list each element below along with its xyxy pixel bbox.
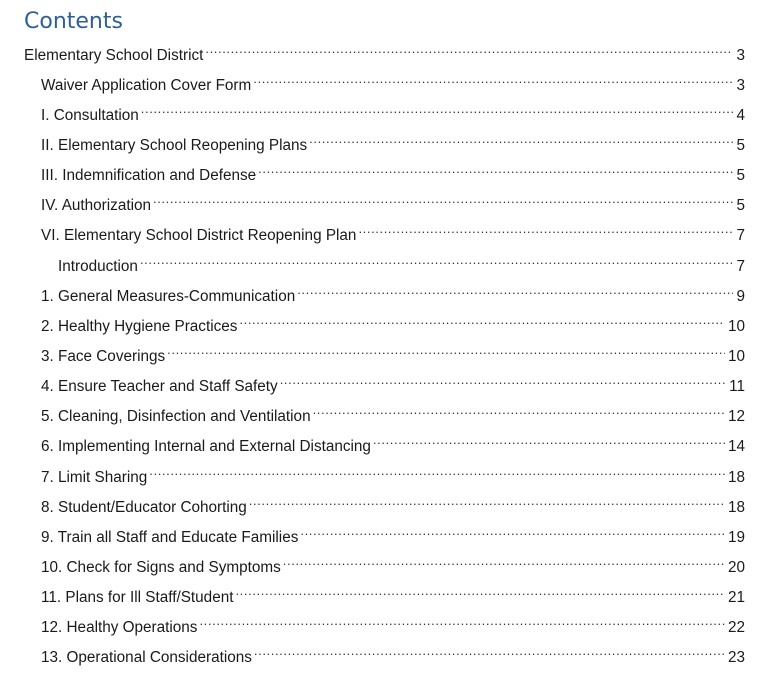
toc-dot-leader xyxy=(300,522,725,542)
toc-entry-page: 18 xyxy=(727,499,745,516)
toc-entry-page: 14 xyxy=(727,438,745,455)
toc-dot-leader xyxy=(167,341,725,361)
toc-entry-page: 10 xyxy=(727,318,745,335)
toc-entry[interactable] xyxy=(41,220,745,246)
toc-dot-leader xyxy=(254,642,725,662)
toc-entry-title: 8. Student/Educator Cohorting xyxy=(41,499,247,516)
toc-entry-title: 5. Cleaning, Disinfection and Ventilation xyxy=(41,408,311,425)
toc-entry-title: 2. Healthy Hygiene Practices xyxy=(41,318,238,335)
toc-entry[interactable] xyxy=(41,160,745,186)
toc-entry-title: III. Indemnification and Defense xyxy=(41,167,257,184)
toc-dot-leader xyxy=(140,251,734,271)
toc-dot-leader xyxy=(258,160,733,180)
toc-dot-leader xyxy=(283,552,725,572)
toc-entry-title: I. Consultation xyxy=(41,107,139,124)
toc-dot-leader xyxy=(280,371,726,391)
toc-dot-leader xyxy=(199,612,725,632)
toc-entry-page: 21 xyxy=(727,589,745,606)
toc-entry[interactable] xyxy=(41,190,745,216)
toc-entry[interactable] xyxy=(41,492,745,518)
toc-entry[interactable] xyxy=(41,522,745,548)
toc-entry-title: VI. Elementary School District Reopening Plan xyxy=(41,227,357,244)
toc-entry-title: 9. Train all Staff and Educate Families xyxy=(41,529,299,546)
toc-entry-title: 3. Face Coverings xyxy=(41,348,166,365)
toc-dot-leader xyxy=(141,100,734,120)
toc-entry-title: IV. Authorization xyxy=(41,197,151,214)
toc-entry[interactable] xyxy=(41,582,745,608)
toc-dot-leader xyxy=(309,130,733,150)
toc-entry[interactable] xyxy=(41,70,745,96)
toc-entry-page: 11 xyxy=(729,378,745,395)
toc-entry-page: 20 xyxy=(727,559,745,576)
toc-entry-title: 11. Plans for Ill Staff/Student xyxy=(41,589,234,606)
toc-entry-page: 5 xyxy=(736,137,745,154)
toc-entry[interactable] xyxy=(41,100,745,126)
toc-entry-page: 9 xyxy=(736,288,745,305)
toc-entry[interactable] xyxy=(41,371,745,397)
toc-dot-leader xyxy=(153,190,733,210)
toc-entry-title: 1. General Measures-Communication xyxy=(41,288,296,305)
toc-entry[interactable] xyxy=(41,130,745,156)
toc-entry[interactable] xyxy=(41,462,745,488)
toc-entry-title: 4. Ensure Teacher and Staff Safety xyxy=(41,378,278,395)
toc-entry-page: 3 xyxy=(736,77,745,94)
toc-entry[interactable] xyxy=(41,642,745,668)
toc-dot-leader xyxy=(313,401,725,421)
toc-entry-title: 10. Check for Signs and Symptoms xyxy=(41,559,281,576)
toc-entry[interactable] xyxy=(58,251,745,277)
toc-entry-page: 5 xyxy=(736,197,745,214)
toc-entry[interactable] xyxy=(41,401,745,427)
toc-entry[interactable] xyxy=(41,612,745,638)
toc-entry-title: 6. Implementing Internal and External Distancing xyxy=(41,438,371,455)
toc-entry[interactable] xyxy=(41,311,745,337)
toc-entry-title: 13. Operational Considerations xyxy=(41,649,252,666)
toc-dot-leader xyxy=(235,582,725,602)
toc-entry-page: 23 xyxy=(727,649,745,666)
toc-entry-page: 3 xyxy=(736,47,745,64)
toc-entry[interactable] xyxy=(41,281,745,307)
contents-heading: Contents xyxy=(24,9,123,34)
toc-entry-title: II. Elementary School Reopening Plans xyxy=(41,137,308,154)
toc-entry[interactable] xyxy=(41,341,745,367)
toc-entry-title: 7. Limit Sharing xyxy=(41,469,148,486)
toc-entry-page: 22 xyxy=(727,619,745,636)
toc-dot-leader xyxy=(373,431,725,451)
toc-entry[interactable] xyxy=(41,552,745,578)
toc-entry-page: 19 xyxy=(727,529,745,546)
toc-entry-page: 12 xyxy=(727,408,745,425)
toc-entry-page: 10 xyxy=(727,348,745,365)
toc-entry-page: 7 xyxy=(736,227,745,244)
toc-dot-leader xyxy=(297,281,733,301)
toc-dot-leader xyxy=(205,40,733,60)
toc-entry-page: 5 xyxy=(736,167,745,184)
toc-entry-page: 4 xyxy=(736,107,745,124)
toc-dot-leader xyxy=(239,311,725,331)
toc-dot-leader xyxy=(249,492,725,512)
toc-entry[interactable] xyxy=(41,431,745,457)
toc-entry-page: 18 xyxy=(727,469,745,486)
toc-dot-leader xyxy=(358,220,733,240)
toc-entry-title: Elementary School District xyxy=(24,47,204,64)
toc-dot-leader xyxy=(253,70,733,90)
toc-entry-title: 12. Healthy Operations xyxy=(41,619,198,636)
toc-entry-page: 7 xyxy=(736,258,745,275)
toc-dot-leader xyxy=(149,462,725,482)
toc-entry-title: Introduction xyxy=(58,258,138,275)
toc-entry[interactable] xyxy=(24,40,745,66)
toc-entry-title: Waiver Application Cover Form xyxy=(41,77,252,94)
